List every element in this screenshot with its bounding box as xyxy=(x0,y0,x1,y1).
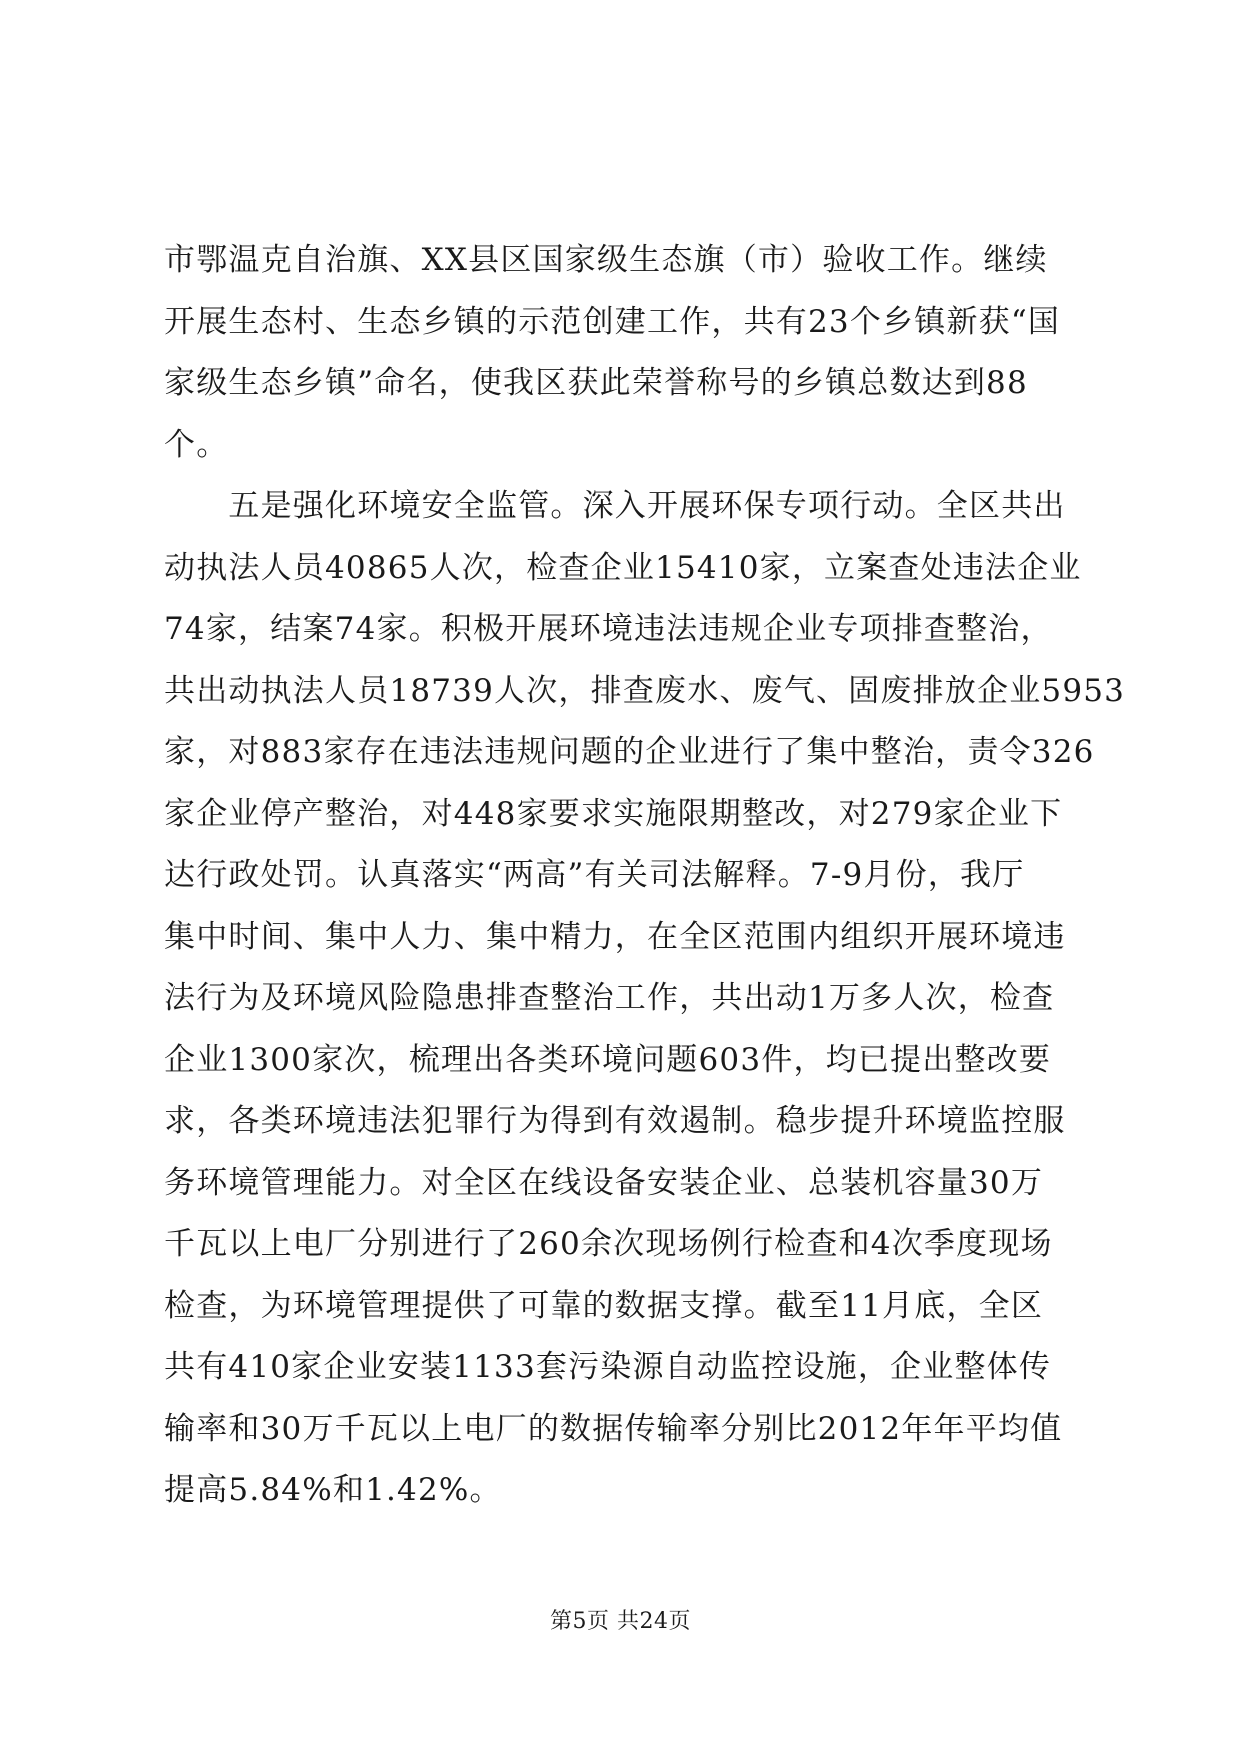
text-line: 动执法人员40865人次，检查企业15410家，立案查处违法企业 xyxy=(164,549,1082,586)
text-line: 千瓦以上电厂分别进行了260余次现场例行检查和4次季度现场 xyxy=(164,1226,1053,1262)
text-line: 共有410家企业安装1133套污染源自动监控设施，企业整体传 xyxy=(164,1349,1052,1385)
page-number-footer: 第5页 共24页 xyxy=(550,1609,691,1634)
text-line: 家级生态乡镇”命名，使我区获此荣誉称号的乡镇总数达到88 xyxy=(164,365,1028,401)
text-line: 求，各类环境违法犯罪行为得到有效遏制。稳步提升环境监控服 xyxy=(164,1103,1066,1139)
text-line: 检查，为环境管理提供了可靠的数据支撑。截至11月底，全区 xyxy=(164,1287,1044,1324)
text-line: 五是强化环境安全监管。深入开展环保专项行动。全区共出 xyxy=(164,488,1066,524)
body-text xyxy=(164,230,1126,1522)
text-line: 开展生态村、生态乡镇的示范创建工作，共有23个乡镇新获“国 xyxy=(164,303,1061,340)
text-line: 达行政处罚。认真落实“两高”有关司法解释。7-9月份，我厅 xyxy=(164,857,1025,893)
text-line: 个。 xyxy=(164,426,229,463)
text-line: 共出动执法人员18739人次，排查废水、废气、固废排放企业5953 xyxy=(164,672,1126,709)
text-line: 74家，结案74家。积极开展环境违法违规企业专项排查整治， xyxy=(164,611,1053,647)
text-line: 务环境管理能力。对全区在线设备安装企业、总装机容量30万 xyxy=(164,1164,1044,1201)
text-line: 家，对883家存在违法违规问题的企业进行了集中整治，责令326 xyxy=(164,734,1095,770)
text-line: 企业1300家次，梳理出各类环境问题603件，均已提出整改要 xyxy=(164,1041,1052,1078)
text-line: 提高5.84%和1.42%。 xyxy=(164,1472,502,1508)
text-line: 集中时间、集中人力、集中精力，在全区范围内组织开展环境违 xyxy=(164,918,1066,955)
text-line: 家企业停产整治，对448家要求实施限期整改，对279家企业下 xyxy=(164,795,1063,832)
text-line: 市鄂温克自治旗、XX县区国家级生态旗（市）验收工作。继续 xyxy=(164,242,1048,278)
text-line: 法行为及环境风险隐患排查整治工作，共出动1万多人次，检查 xyxy=(164,980,1055,1016)
text-line: 输率和30万千瓦以上电厂的数据传输率分别比2012年年平均值 xyxy=(164,1410,1063,1447)
